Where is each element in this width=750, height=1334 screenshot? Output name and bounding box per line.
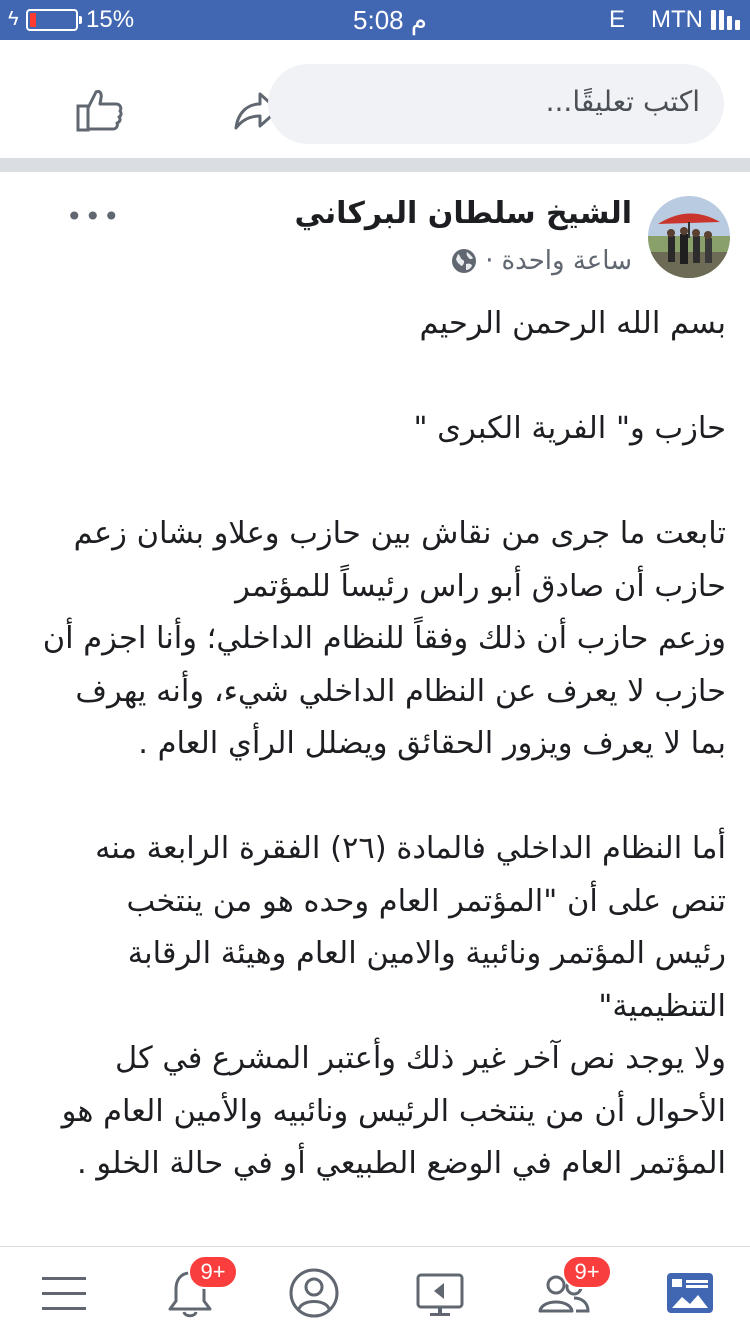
tab-menu[interactable] bbox=[36, 1265, 92, 1321]
post-text-line: بما لا يعرف ويزور الحقائق ويضلل الرأي العام . bbox=[138, 726, 726, 761]
post-text-line: حازب و" الفرية الكبرى " bbox=[413, 411, 726, 446]
post-text-line: بسم الله الرحمن الرحيم bbox=[419, 306, 726, 341]
post-text-line: المؤتمر العام في الوضع الطبيعي أو في حالة الخلو . bbox=[76, 1146, 726, 1181]
avatar[interactable] bbox=[648, 196, 730, 278]
post-text-line: الأحوال أن من ينتخب الرئيس ونائبيه والأمين العام هو bbox=[61, 1093, 726, 1129]
news-feed-icon bbox=[662, 1265, 718, 1321]
comment-input[interactable] bbox=[268, 64, 724, 144]
blank-line bbox=[20, 771, 726, 824]
like-button[interactable] bbox=[74, 84, 126, 136]
post-author-name[interactable]: الشيخ سلطان البركاني bbox=[294, 196, 632, 231]
menu-icon bbox=[36, 1265, 92, 1321]
signal-strength-icon bbox=[711, 8, 740, 30]
blank-line bbox=[20, 351, 726, 404]
avatar-photo bbox=[648, 196, 730, 278]
post-card bbox=[0, 172, 750, 1246]
blank-line bbox=[20, 456, 726, 509]
meta-separator: · bbox=[485, 246, 494, 276]
tab-profile[interactable] bbox=[286, 1265, 342, 1321]
section-divider bbox=[0, 158, 750, 172]
post-body bbox=[20, 298, 726, 1246]
post-meta bbox=[451, 246, 632, 276]
post-text-line: ولا يوجد نص آخر غير ذلك وأعتبر المشرع في كل bbox=[115, 1041, 726, 1076]
friend-requests-badge: 9+ bbox=[562, 1255, 612, 1289]
charging-icon: ϟ bbox=[8, 8, 19, 30]
comment-placeholder: اكتب تعليقًا... bbox=[545, 85, 700, 118]
post-text-line: تابعت ما جرى من نقاش بين حازب وعلاو بشان زعم bbox=[73, 516, 726, 551]
battery-icon bbox=[26, 9, 78, 31]
status-time: 5:08 م bbox=[353, 5, 427, 35]
status-bar bbox=[0, 0, 750, 40]
tab-friend-requests[interactable] bbox=[536, 1259, 600, 1321]
battery-percentage: 15% bbox=[86, 6, 135, 33]
network-type: E bbox=[609, 6, 626, 33]
more-icon: ••• bbox=[66, 200, 122, 233]
tab-news-feed[interactable] bbox=[662, 1265, 718, 1321]
like-icon bbox=[74, 84, 126, 136]
profile-icon bbox=[286, 1265, 342, 1321]
post-text-line: حازب أن صادق أبو راس رئيساً للمؤتمر bbox=[235, 568, 726, 604]
post-text-line: التنظيمية" bbox=[598, 988, 726, 1024]
globe-icon bbox=[451, 248, 477, 274]
blank-line bbox=[20, 1191, 726, 1244]
carrier-info bbox=[609, 6, 740, 34]
post-text-line: أما النظام الداخلي فالمادة (٢٦) الفقرة الرابعة منه bbox=[95, 831, 726, 866]
post-text-line: حازب لا يعرف عن النظام الداخلي شيء، وأنه يهرف bbox=[75, 673, 726, 709]
post-text-line: تنص على أن "المؤتمر العام وحده هو من ينتخب bbox=[126, 883, 726, 919]
tab-notifications[interactable] bbox=[162, 1259, 226, 1321]
video-icon bbox=[412, 1265, 468, 1321]
post-options-button[interactable] bbox=[66, 200, 122, 233]
post-text-line: رئيس المؤتمر ونائبية والامين العام وهيئة الرقابة bbox=[127, 936, 726, 971]
post-text-line: وزعم حازب أن ذلك وفقاً للنظام الداخلي؛ وأنا اجزم أن bbox=[42, 621, 726, 656]
notifications-badge: 9+ bbox=[188, 1255, 238, 1289]
carrier-name: MTN bbox=[651, 6, 703, 33]
comment-bar bbox=[0, 40, 750, 160]
bottom-tab-bar bbox=[0, 1246, 750, 1334]
tab-watch[interactable] bbox=[412, 1265, 468, 1321]
post-timestamp[interactable]: ساعة واحدة bbox=[501, 246, 632, 276]
